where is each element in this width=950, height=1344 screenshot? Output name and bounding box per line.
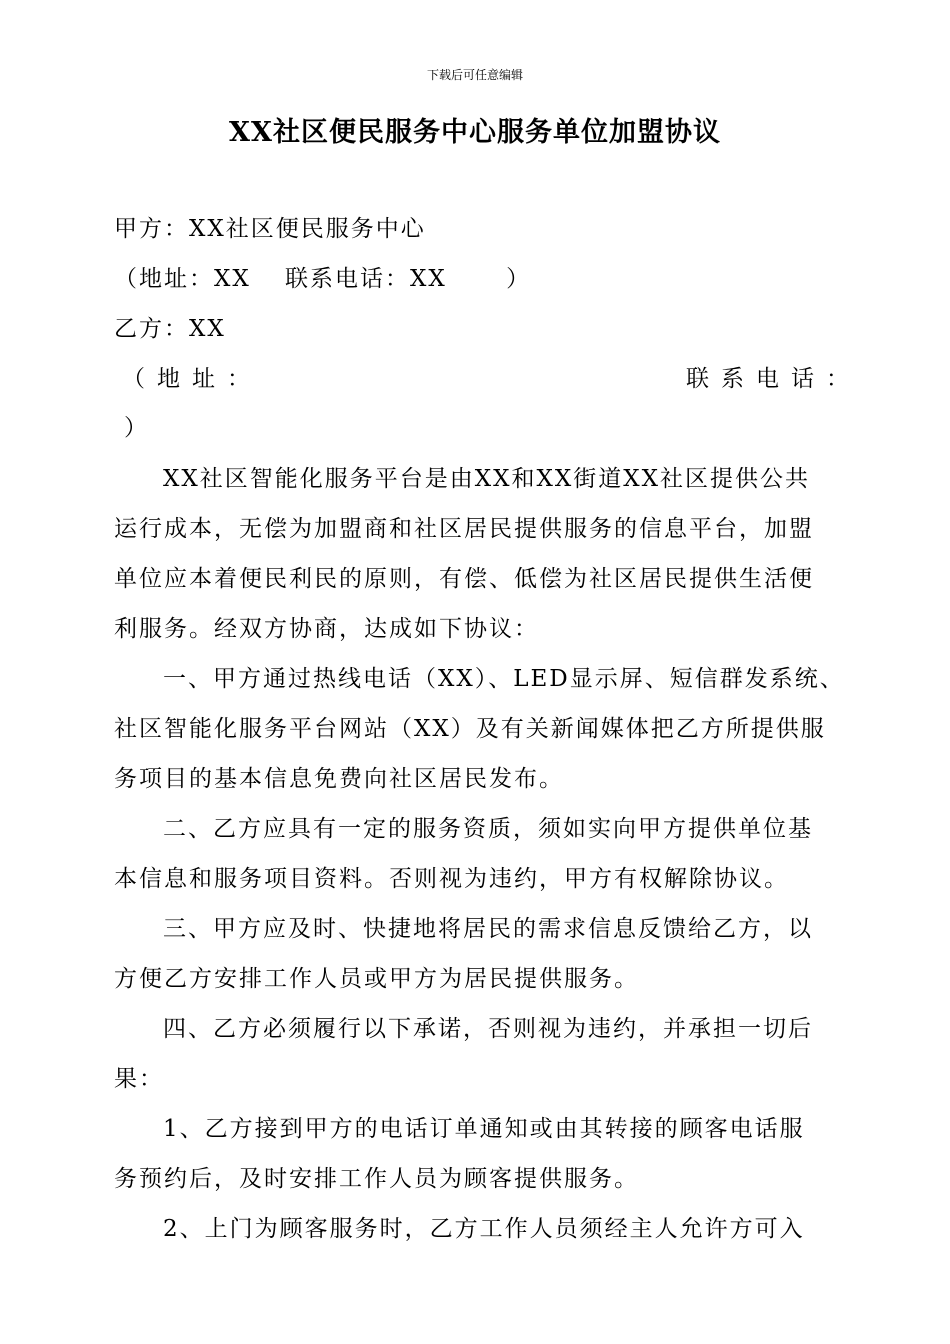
body-line: XX社区智能化服务平台是由XX和XX街道XX社区提供公共: [163, 466, 810, 492]
party-b-line: 乙方：XX: [114, 316, 226, 342]
clause-3-line: 方便乙方安排工作人员或甲方为居民提供服务。: [114, 966, 639, 992]
clause-4-line: 四、乙方必须履行以下承诺，否则视为违约，并承担一切后: [163, 1016, 813, 1042]
clause-1-line: 务项目的基本信息免费向社区居民发布。: [114, 766, 564, 792]
document-title: XX社区便民服务中心服务单位加盟协议: [229, 117, 721, 148]
sub-clause-2-line: 2、上门为顾客服务时，乙方工作人员须经主人允许方可入: [163, 1216, 805, 1242]
party-a-contact-line: （地址：XX 联系电话：XX ）: [114, 266, 532, 292]
sub-clause-1-line: 1、乙方接到甲方的电话订单通知或由其转接的顾客电话服: [163, 1116, 805, 1142]
body-line: 运行成本，无偿为加盟商和社区居民提供服务的信息平台，加盟: [114, 516, 814, 542]
body-line: 单位应本着便民利民的原则，有偿、低偿为社区居民提供生活便: [114, 566, 814, 592]
party-b-address-label: （地址：: [122, 366, 262, 392]
party-b-phone-label: 联系电话：: [686, 366, 861, 392]
sub-clause-1-line: 务预约后，及时安排工作人员为顾客提供服务。: [114, 1166, 639, 1192]
party-a-line: 甲方：XX社区便民服务中心: [114, 216, 426, 242]
clause-1-line: 社区智能化服务平台网站（XX）及有关新闻媒体把乙方所提供服: [114, 716, 826, 742]
header-note: 下载后可任意编辑: [426, 68, 523, 82]
clause-1-line: 一、甲方通过热线电话（XX）、LED显示屏、短信群发系统、: [163, 666, 845, 692]
clause-3-line: 三、甲方应及时、快捷地将居民的需求信息反馈给乙方，以: [163, 916, 813, 942]
body-line: 利服务。经双方协商，达成如下协议：: [114, 616, 539, 642]
party-b-close-paren: ）: [124, 415, 149, 441]
clause-2-line: 二、乙方应具有一定的服务资质，须如实向甲方提供单位基: [163, 816, 813, 842]
clause-2-line: 本信息和服务项目资料。否则视为违约，甲方有权解除协议。: [114, 866, 789, 892]
clause-4-line: 果：: [114, 1066, 164, 1092]
